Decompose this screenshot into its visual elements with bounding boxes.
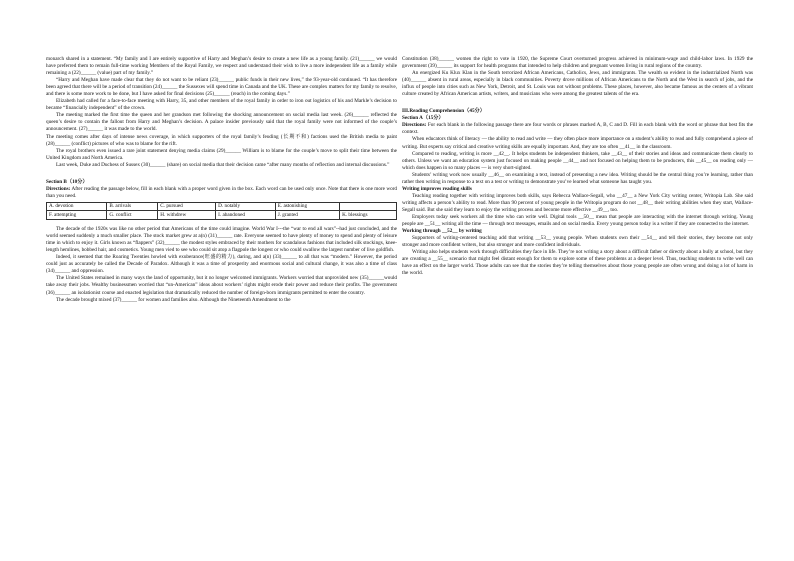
passage-paragraph: Writing also helps students work through difficulties they face in life. They’re not writing a story about a difficult father or directly about a bully at school, but they are creating a __55__ scenario that might feel distant enough for them to explore some of these problems at a deeper level. Thus, teaching students to write well can have an effect on the larger world. Those adults can see that the stories they’re telling themselves about those young people are often wrong and doing a lot of harm in the world. <box>402 249 753 277</box>
word-box <box>46 202 397 220</box>
passage-paragraph: The United States remained in many ways the land of opportunity, but it no longer welcomed immigrants. Workers worried that unprovided new (35)______would take away their jobs. Wealthy businessmen worried that “un-American” ideas about workers’ rights might erode their power and reduce their profits. The government (36)______ an isolationist course and enacted legislation that dramatically reduced the number of foreign-born immigrants permitted to enter the country. <box>46 275 397 296</box>
passage-paragraph: The royal brothers even issued a rare joint statement denying media claims (29)______ William is to blame for the couple’s move to split their time between the United Kingdom and North America. <box>46 147 397 161</box>
section-b-directions <box>46 186 397 200</box>
word-option <box>340 202 397 211</box>
word-option: E. astonishing <box>275 202 339 211</box>
word-option: F. attempting <box>47 211 107 220</box>
directions-label: Directions: <box>402 122 427 129</box>
word-option: C. pursued <box>158 202 216 211</box>
right-column <box>402 56 753 277</box>
word-box-row <box>47 211 397 220</box>
passage-paragraph: monarch shared in a statement. “My family and I are entirely supportive of Harry and Meghan’s desire to create a new life as a young family. (21)______ we would have preferred them to remain full-time working Members of the Royal Family, we respect and understand their wish to live a more independent life as a family while remaining a (22)______ (value) part of my family.” <box>46 56 397 77</box>
word-option: A. devotion <box>47 202 107 211</box>
passage-paragraph: The decade of the 1920s was like no other period that Americans of the time could imagine. World War I---the “war to end all wars”--had just concluded, and the world seemed suddenly a much smaller place. The stock market grew at a(n) (31)______ rate. Everyone seemed to have plenty of money to spend and plenty of leisure time in which to enjoy it. Girls known as “flappers” (32)______ the modest styles embraced by their mothers for scandalous fashions that included silk stockings, knee-length hemlines, bobbed hair, and cosmetics. Young men vied to see who could sit atop a flagpole the longest or who could swallow the largest number of live goldfish. <box>46 226 397 254</box>
word-option: H. withdrew <box>158 211 216 220</box>
word-box-row <box>47 202 397 211</box>
passage-paragraph: Indeed, it seemed that the Roaring Twenties howled with exuberance(旺盛的精力), daring, and a(n) (33)______ to all that was “modern.” However, the period could just as accurately be called the Decade of Paradox. Although it was a time of prosperity and enormous social and cultural change, it was also a time of class (34)______ and oppression. <box>46 254 397 275</box>
word-option: J. granted <box>275 211 339 220</box>
section-a-directions <box>402 122 753 136</box>
passage-paragraph: Elizabeth had called for a face-to-face meeting with Harry, 35, and other members of the royal family in order to iron out logistics of his and Markle’s decision to became “financially independent” of the crown. <box>46 98 397 112</box>
passage-paragraph: The meeting comes after days of intense news coverage, in which supporters of the royal family’s feuding (长期不和) factions used the British media to paint (28)______ (conflict) pictures of who was to blame for the rift. <box>46 133 397 147</box>
directions-label: Directions: <box>46 185 71 192</box>
word-option: G. conflict <box>107 211 158 220</box>
directions-text: For each blank in the following passage there are four words or phrases marked A, B, C and D. Fill in each blank with the word or phrase that best fits the context. <box>402 122 753 136</box>
passage-paragraph: The meeting marked the first time the queen and her grandson met following the shocking announcement on social media last week. (26)______ reflected the queen’s desire to contain the fallout from Harry and Meghan’s decision. A palace insider previously said that the royal family were not informed of the couple’s announcement. (27)______ it was made to the world. <box>46 112 397 133</box>
section-a-title: Section A（15分） <box>402 115 444 122</box>
word-option: B. arrivals <box>107 202 158 211</box>
directions-text: After reading the passage below, fill in each blank with a proper word given in the box. Each word can be used only once. Note that there is one more word than you need. <box>46 185 397 199</box>
word-option: K. blessings <box>340 211 397 220</box>
subheading: Writing improves reading skills <box>402 185 472 192</box>
passage-paragraph: When educators think of literacy — the ability to read and write — they often place more importance on a student’s ability to read and fully comprehend a piece of writing. But experts say critical and creative writing skills are equally important. And, they are too often __41__ in the classroom. <box>402 136 753 150</box>
passage-paragraph: Employers today seek workers all the time who can write well. Digital tools __50__ mean that people are interacting with the internet through writing. Young people are __51__ writing all the time — through text messages, emails and on social media. Every young person today is a writer if they are connected to the internet. <box>402 213 753 228</box>
passage-paragraph: Compared to reading, writing is more __42__. It helps students be independent thinkers, take __43__ of their stories and ideas and communicate them clearly to others. Unless we want an education system just focused on making people __44__ and not focused on helping them to be producers, this __45__ on reading only — which does happen in so many places — is very short-sighted. <box>402 150 753 171</box>
left-column <box>46 56 397 304</box>
passage-paragraph: An energized Ku Klux Klan in the South terrorized African Americans, Catholics, Jews, and immigrants. The wealth so evident in the industrialized North was (40)______ absent in rural areas, especially in black communities. Poverty drove millions of African Americans to the North and the West in search of jobs, and the influx of people into cities such as New York, Detroit, and St. Louis was not without problems. These places, however, also became famous as the centers of a vibrant culture created by African American artists, writers, and musicians who were among the greatest talents of the era. <box>402 70 753 98</box>
passage-paragraph: Students’ writing work now usually __46__ on examining a text, instead of presenting a new idea. Writing should be the central thing you’re learning, rather than rather then writing in response to a text on a test or writing to demonstrate you’ve learned what someone has taught you. <box>402 171 753 185</box>
part-three-title: III.Reading Comprehension（45分） <box>402 108 485 115</box>
word-option: D. notably <box>216 202 276 211</box>
passage-paragraph: The decade brought mixed (37)______ for women and families also. Although the Nineteenth Amendment to the <box>56 296 291 303</box>
passage-paragraph: “Harry and Meghan have made clear that they do not want to be reliant (23)______ public funds in their new lives,” the 93-year-old continued. “It has therefore been agreed that there will be a period of transition (24)______ the Sussexes will spend time in Canada and the UK. These are complex matters for my family to resolve, and there is some more work to be done, but I have asked for final decisions (25)______ (reach) in the coming days.” <box>46 77 397 98</box>
passage-paragraph: Teaching reading together with writing improves both skills, says Rebecca Wallace-Segall, who __47__ a New York City writing center, Writopia Lab. She said writing affects a person’s ability to read. More than 90 percent of young people in the Writopia program do not __48__ their writing abilities when they start, Wallace-Segall said. But she said they learn to enjoy the writing process and become more effective __49__, too. <box>402 192 753 213</box>
section-b-title: Section B（10分） <box>46 178 88 185</box>
passage-paragraph: Last week, Duke and Duchess of Sussex (30)______ (share) on social media that their decision came “after many months of reflection and internal discussions.” <box>56 161 390 168</box>
word-option: I. abandoned <box>216 211 276 220</box>
passage-paragraph: Constitution (38)______ women the right to vote in 1920, the Supreme Court overturned progress achieved in minimum-wage and child-labor laws. In 1929 the government (39)______ its support for health programs that intended to help children and pregnant women living in rural regions of the country. <box>402 56 753 70</box>
subheading: Working through __52__ by writing <box>402 228 482 235</box>
passage-paragraph: Supporters of writing-centered teaching add that writing __53__ young people. When students own their __54__ and tell their stories, they become not only stronger and more confident writers, but also stronger and more confident individuals. <box>402 235 753 249</box>
